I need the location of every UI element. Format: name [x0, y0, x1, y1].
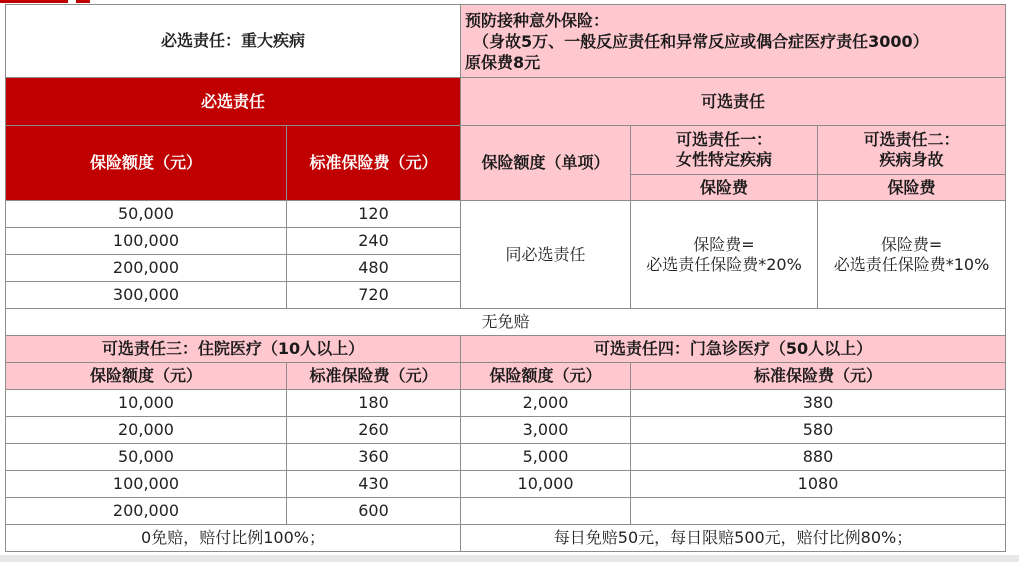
mandatory-premium-cell: 120 [287, 201, 461, 228]
insurance-table [5, 4, 1006, 552]
top-red-mark [0, 0, 92, 3]
optional-1-formula-line2: 必选责任保险费*20% [646, 254, 802, 274]
optional-2-title-line2: 疾病身故 [879, 150, 944, 169]
mandatory-coverage-cell: 200,000 [6, 255, 287, 282]
optional-1-formula-line1: 保险费= [693, 234, 755, 254]
outpatient-coverage-cell: 2,000 [461, 390, 631, 417]
inpatient-coverage-cell: 50,000 [6, 444, 287, 471]
inpatient-premium-cell: 360 [287, 444, 461, 471]
inpatient-coverage-cell: 100,000 [6, 471, 287, 498]
mandatory-premium-cell: 480 [287, 255, 461, 282]
bottom-strip [0, 555, 1019, 562]
inpatient-premium-cell: 260 [287, 417, 461, 444]
inpatient-coverage-cell: 10,000 [6, 390, 287, 417]
outpatient-coverage-cell: 5,000 [461, 444, 631, 471]
mandatory-section-header: 必选责任 [6, 78, 461, 126]
optional-coverage-same: 同必选责任 [461, 201, 631, 309]
inpatient-premium-cell: 600 [287, 498, 461, 525]
inpatient-coverage-cell: 20,000 [6, 417, 287, 444]
optional-2-formula-line2: 必选责任保险费*10% [833, 254, 990, 274]
outpatient-coverage-cell [461, 498, 631, 525]
outpatient-coverage-cell: 10,000 [461, 471, 631, 498]
outpatient-premium-cell: 380 [631, 390, 1006, 417]
accident-detail: （身故5万、一般反应责任和异常反应或偶合症医疗责任3000） [473, 31, 929, 51]
mandatory-coverage-cell: 50,000 [6, 201, 287, 228]
inpatient-premium-cell: 430 [287, 471, 461, 498]
col-header-coverage-single: 保险额度（单项） [461, 126, 631, 201]
outpatient-premium-cell: 1080 [631, 471, 1006, 498]
col-header-optional-1 [631, 126, 818, 175]
inpatient-premium-cell: 180 [287, 390, 461, 417]
accident-premium: 原保费8元 [465, 52, 541, 72]
optional-2-formula-line1: 保险费= [880, 234, 943, 254]
optional-2-formula [818, 201, 1006, 309]
col-header-optional-2 [818, 126, 1006, 175]
col-header-standard-premium: 标准保险费（元） [287, 126, 461, 201]
accident-insurance-info [461, 5, 1006, 78]
outpatient-footer: 每日免赔50元，每日限赔500元，赔付比例80%； [461, 525, 1006, 552]
optional-1-title-line1: 可选责任一： [676, 130, 773, 149]
optional-1-premium-header: 保险费 [631, 175, 818, 201]
optional-2-premium-header: 保险费 [818, 175, 1006, 201]
optional-1-formula [631, 201, 818, 309]
outpatient-premium-cell: 580 [631, 417, 1006, 444]
outpatient-col-premium: 标准保险费（元） [631, 363, 1006, 390]
mandatory-title: 必选责任：重大疾病 [6, 5, 461, 78]
outpatient-premium-cell: 880 [631, 444, 1006, 471]
outpatient-premium-cell [631, 498, 1006, 525]
mandatory-premium-cell: 240 [287, 228, 461, 255]
inpatient-col-premium: 标准保险费（元） [287, 363, 461, 390]
optional-section-header: 可选责任 [461, 78, 1006, 126]
inpatient-footer: 0免赔，赔付比例100%； [6, 525, 461, 552]
mandatory-premium-cell: 720 [287, 282, 461, 309]
mandatory-coverage-cell: 300,000 [6, 282, 287, 309]
inpatient-col-coverage: 保险额度（元） [6, 363, 287, 390]
inpatient-coverage-cell: 200,000 [6, 498, 287, 525]
col-header-coverage: 保险额度（元） [6, 126, 287, 201]
no-deductible-note: 无免赔 [6, 309, 1006, 336]
mandatory-coverage-cell: 100,000 [6, 228, 287, 255]
outpatient-coverage-cell: 3,000 [461, 417, 631, 444]
accident-title: 预防接种意外保险： [465, 10, 610, 30]
inpatient-title: 可选责任三：住院医疗（10人以上） [6, 336, 461, 363]
optional-2-title-line1: 可选责任二： [863, 130, 960, 149]
outpatient-col-coverage: 保险额度（元） [461, 363, 631, 390]
outpatient-title: 可选责任四：门急诊医疗（50人以上） [461, 336, 1006, 363]
optional-1-title-line2: 女性特定疾病 [676, 150, 773, 169]
